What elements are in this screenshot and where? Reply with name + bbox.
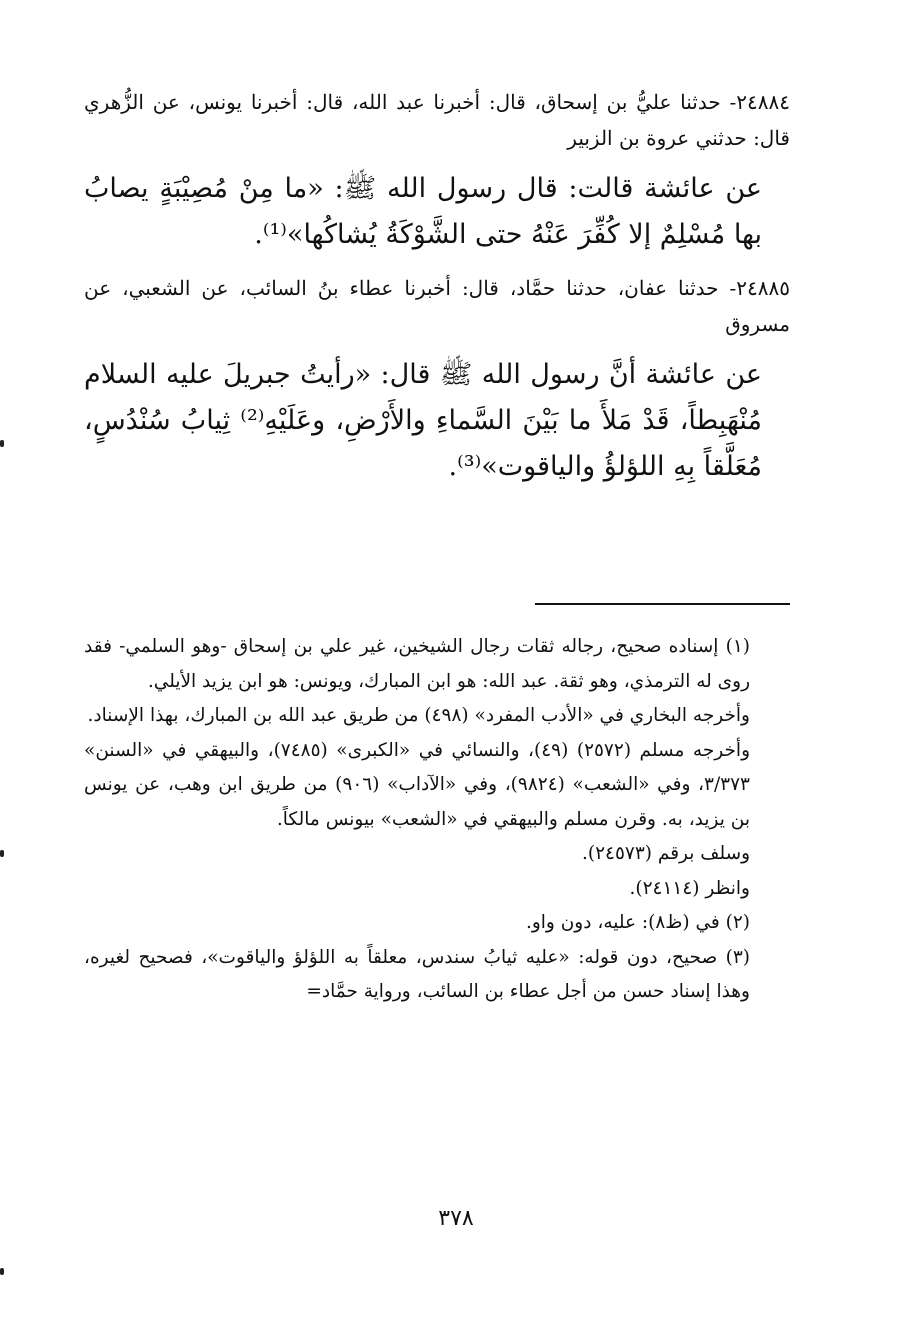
hadith-24884-matn: عن عائشة قالت: قال رسول الله ﷺ: «ما مِنْ مُصِيْبَةٍ يصابُ بها مُسْلِمٌ إلا كُفِّرَ عَنْهُ حتى الشَّوْكَةُ يُشاكُها»⁽¹⁾. [84, 173, 762, 250]
footnote-1-para-3: وأخرجه مسلم (٢٥٧٢) (٤٩)، والنسائي في «الكبرى» (٧٤٨٥)، والبيهقي في «السنن» ٣/٣٧٣، وفي «الشعب» (٩٨٢٤)، وفي «الآداب» (٩٠٦) من طريق ابن وهب، عن يونس بن يزيد، به. وقرن مسلم والبيهقي في «الشعب» بيونس مالكاً. [84, 739, 750, 830]
hadith-24885-isnad: ٢٤٨٨٥- حدثنا عفان، حدثنا حمَّاد، قال: أخبرنا عطاء بنُ السائب، عن الشعبي، عن مسروق [84, 276, 790, 336]
footnote-1-para-1: (١) إسناده صحيح، رجاله ثقات رجال الشيخين، غير علي بن إسحاق -وهو السلمي- فقد روى له الترمذي، وهو ثقة. عبد الله: هو ابن المبارك، ويونس: هو ابن يزيد الأيلي. [84, 636, 750, 692]
footnote-3: (٣) صحيح، دون قوله: «عليه ثيابُ سندس، معلقاً به اللؤلؤ والياقوت»، فصحيح لغيره، وهذا إسناد حسن من أجل عطاء بن السائب، ورواية حمَّاد= [84, 946, 750, 1002]
footnote-1-para-5: وانظر (٢٤١١٤). [629, 877, 750, 899]
scan-mark [0, 440, 4, 447]
scan-mark [0, 1268, 4, 1275]
footnote-2: (٢) في (ظ٨): عليه، دون واو. [525, 912, 750, 933]
footnote-1-para-2: وأخرجه البخاري في «الأدب المفرد» (٤٩٨) من طريق عبد الله بن المبارك، بهذا الإسناد. [87, 705, 750, 726]
hadith-24885-matn: عن عائشة أنَّ رسول الله ﷺ قال: «رأيتُ جبريلَ عليه السلام مُنْهَبِطاً، قَدْ مَلأَ ما بَيْنَ السَّماءِ والأَرْضِ، وعَلَيْهِ⁽²⁾ ثِيابُ سُنْدُسٍ، مُعَلَّقاً بِهِ اللؤلؤُ والياقوت»⁽³⁾. [84, 359, 762, 482]
footnote-separator [535, 603, 790, 605]
page-number: ٣٧٨ [438, 1206, 474, 1231]
footnote-1-para-4: وسلف برقم (٢٤٥٧٣). [582, 843, 750, 864]
footnotes [84, 630, 790, 1010]
hadith-24884-isnad: ٢٤٨٨٤- حدثنا عليُّ بن إسحاق، قال: أخبرنا عبد الله، قال: أخبرنا يونس، عن الزُّهري قال: حدثني عروة بن الزبير [84, 90, 790, 150]
main-text [84, 84, 790, 502]
scan-mark [0, 850, 4, 857]
